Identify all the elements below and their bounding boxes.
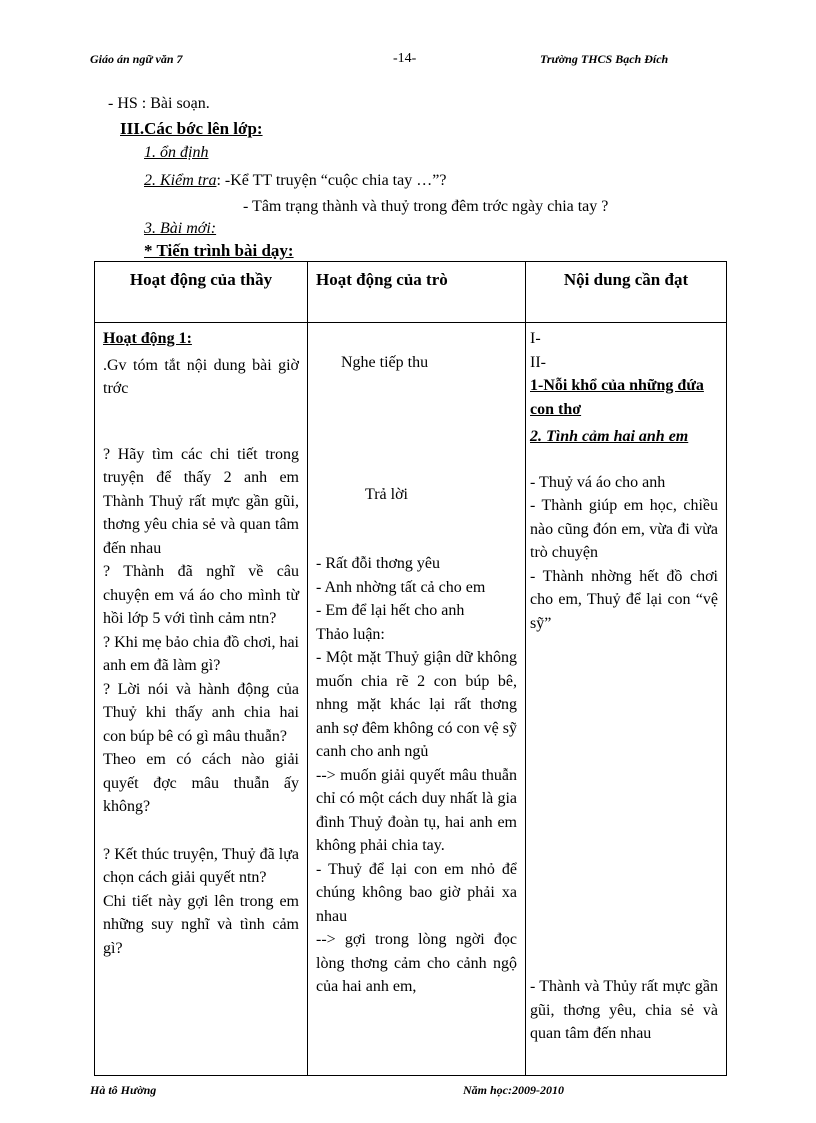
content-column [526,323,727,1076]
hs-line: - HS : Bài soạn. [108,95,210,112]
teacher-question: ? Thành đã nghĩ về câu chuyện em vá áo cho mình từ hồi lớp 5 với tình cảm ntn? [103,563,299,627]
header-left: Giáo án ngữ văn 7 [90,52,183,66]
process-title: * Tiến trình bài dạy: [144,241,294,260]
table-header-row [95,262,727,323]
header-content: Nội dung cần đạt [526,262,727,323]
roman-2: II- [530,353,546,371]
step-2-label: 2. Kiểm tra [144,172,217,189]
content-summary: - Thành và Thủy rất mực gần gũi, thơng yêu, chia sẻ và quan tâm đến nhau [530,978,718,1042]
student-point: - Rất đỗi thơng yêu [316,555,440,572]
step-3: 3. Bài mới: [144,220,217,237]
teacher-question: ? Lời nói và hành động của Thuỷ khi thấy anh chia hai con búp bê có gì mâu thuẫn? [103,680,299,745]
activity-title: Hoạt động 1: [103,330,192,347]
student-point: - Em để lại hết cho anh [316,602,465,619]
content-point: - Thành nhờng hết đồ chơi cho em, Thuỷ để lại con “vệ sỹ” [530,567,718,632]
step-2-question-1: : -Kể TT truyện “cuộc chia tay …”? [216,172,447,189]
student-point: --> gợi trong lòng ngời đọc lòng thơng cảm cho cảnh ngộ của hai anh em, [316,931,517,995]
student-answer: Trả lời [365,485,408,503]
content-point: - Thành giúp em học, chiều nào cũng đón em, vừa đi vừa trò chuyện [530,497,718,561]
teacher-column [95,323,308,1076]
header-student: Hoạt động của trò [308,262,526,323]
table-body-row [95,323,727,1076]
teacher-question: ? Khi mẹ bảo chia đồ chơi, hai anh em đã làm gì? [103,633,299,674]
step-2 [144,172,446,190]
step-2-question-2: - Tâm trạng thành và thuỷ trong đêm trớc ngày chia tay ? [243,198,609,215]
roman-1: I- [530,330,541,347]
content-sub-2: 2. Tình cảm hai anh em [530,428,689,445]
lesson-table [94,261,727,1076]
student-listen: Nghe tiếp thu [341,354,429,371]
step-1: 1. ổn định [144,144,209,161]
teacher-question: ? Hãy tìm các chi tiết trong truyện để thấy 2 anh em Thành Thuỷ rất mực gần gũi, thơng yêu chia sẻ và quan tâm đến nhau [103,445,299,557]
student-point: - Một mặt Thuỷ giận dữ không muốn chia rẽ 2 con búp bê, nhng mặt khác lại rất thơng anh sợ đêm không có con vệ sỹ canh cho anh ngủ [316,649,517,760]
content-point: - Thuỷ vá áo cho anh [530,473,666,491]
student-column [308,323,526,1076]
student-point: Thảo luận: [316,625,385,643]
footer-left: Hà tô Hường [90,1083,157,1097]
footer-right: Năm học:2009-2010 [463,1083,564,1097]
teacher-question: Theo em có cách nào giải quyết đợc mâu thuẫn ấy không? [103,751,299,815]
student-point: - Anh nhờng tất cả cho em [316,578,486,596]
header-teacher: Hoạt động của thầy [95,262,308,323]
teacher-question: Chi tiết này gợi lên trong em những suy nghĩ và tình cảm gì? [103,892,299,957]
student-point: --> muốn giải quyết mâu thuẫn chỉ có một cách duy nhất là gia đình Thuỷ đoàn tụ, hai anh em không phải chia tay. [316,766,517,854]
header-right: Trường THCS Bạch Đích [540,52,669,66]
student-point: - Thuỷ để lại con em nhỏ để chúng không bao giờ phải xa nhau [316,860,517,925]
section-title: III.Các bớc lên lớp: [120,119,263,138]
page-number: -14- [393,51,417,66]
teacher-intro: .Gv tóm tắt nội dung bài giờ trớc [103,356,299,397]
teacher-question: ? Kết thúc truyện, Thuỷ đã lựa chọn cách giải quyết ntn? [103,845,299,886]
content-sub-1: 1-Nỗi khổ của những đứa con thơ [530,377,704,418]
